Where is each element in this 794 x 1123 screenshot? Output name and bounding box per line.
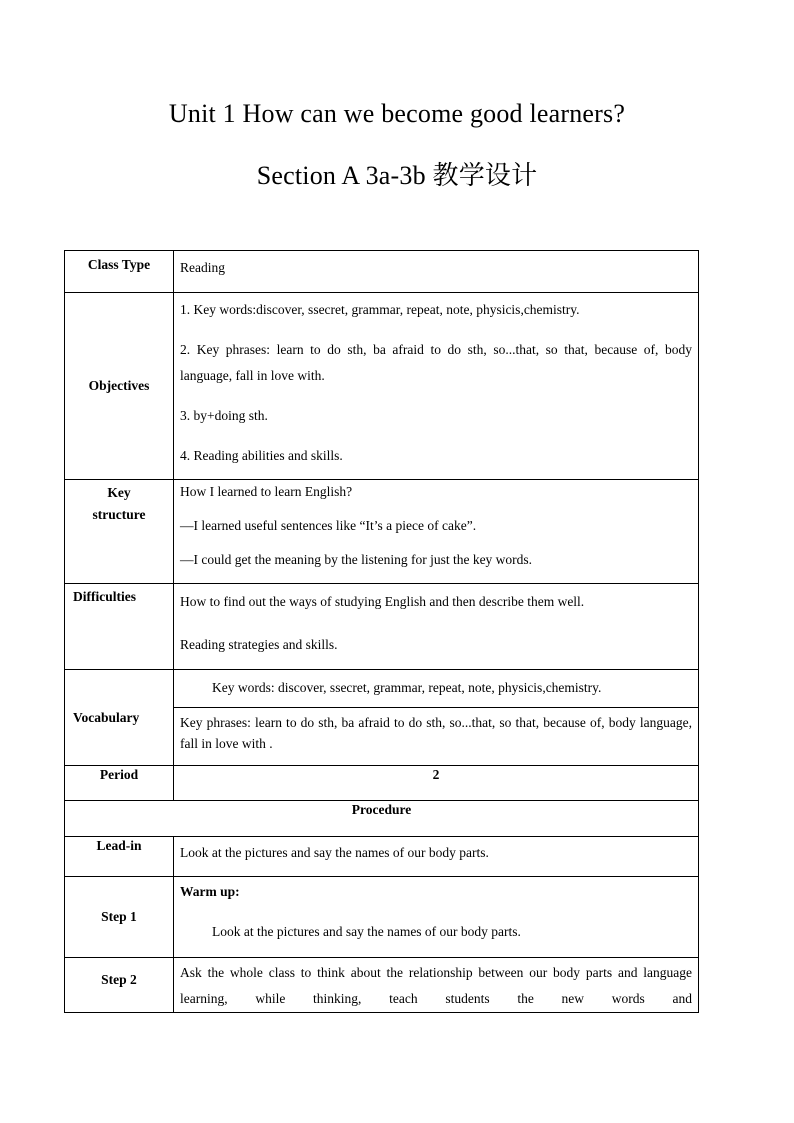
- lead-in-value-cell: [174, 837, 699, 877]
- vocabulary-key-phrases-cell: [174, 708, 699, 766]
- objective-item: 1. Key words:discover, ssecret, grammar, repeat, note, physicis,chemistry.: [180, 302, 580, 317]
- step2-label-cell: [65, 958, 174, 1013]
- lead-in-label-cell: [65, 837, 174, 877]
- lead-in-label: Lead-in: [96, 838, 142, 853]
- document-subtitle: Section A 3a-3b 教学设计: [256, 161, 538, 190]
- procedure-header-cell: [65, 801, 699, 837]
- period-label: Period: [99, 767, 139, 782]
- table-row: [65, 801, 699, 837]
- key-structure-item: —I learned useful sentences like “It’s a piece of cake”.: [180, 518, 477, 533]
- vocabulary-key-words-cell: [174, 670, 699, 708]
- document-title: Unit 1 How can we become good learners?: [168, 99, 626, 128]
- objectives-label: Objectives: [88, 378, 150, 393]
- key-structure-label: Key structure: [92, 485, 146, 522]
- objective-item: 4. Reading abilities and skills.: [180, 448, 343, 463]
- objective-item: 2. Key phrases: learn to do sth, ba afraid to do sth, so...that, so that, because of, body language, fall in love with.: [180, 342, 692, 383]
- table-row: [65, 837, 699, 877]
- period-value: 2: [432, 767, 440, 782]
- difficulties-value-cell: [174, 584, 699, 670]
- period-value-cell: [174, 766, 699, 801]
- table-row: [65, 766, 699, 801]
- objective-item: 3. by+doing sth.: [180, 408, 268, 423]
- table-row: [65, 251, 699, 293]
- vocabulary-label-cell: [65, 670, 174, 766]
- step2-value-cell: [174, 958, 699, 1013]
- difficulties-label: Difficulties: [73, 589, 136, 604]
- step2-label: Step 2: [101, 972, 137, 987]
- step2-text: Ask the whole class to think about the relationship between our body parts and language learning, while thinking, teach students the new words and: [180, 965, 692, 1006]
- period-label-cell: [65, 766, 174, 801]
- step1-text: Look at the pictures and say the names of our body parts.: [212, 924, 521, 939]
- class-type-label: Class Type: [87, 257, 151, 272]
- vocabulary-key-words: Key words: discover, ssecret, grammar, repeat, note, physicis,chemistry.: [212, 680, 602, 695]
- difficulties-label-cell: [65, 584, 174, 670]
- class-type-value-cell: [174, 251, 699, 293]
- difficulty-item: How to find out the ways of studying English and then describe them well.: [180, 594, 585, 609]
- class-type-label-cell: [65, 251, 174, 293]
- step1-heading: Warm up:: [180, 884, 240, 899]
- vocabulary-label: Vocabulary: [73, 709, 140, 725]
- objectives-value-cell: [174, 293, 699, 480]
- step1-label: Step 1: [101, 909, 137, 924]
- table-row: [65, 958, 699, 1013]
- step1-label-cell: [65, 877, 174, 958]
- vocabulary-key-phrases: Key phrases: learn to do sth, ba afraid to do sth, so...that, so that, because of, body language, fall in love with .: [180, 715, 692, 751]
- key-structure-item: —I could get the meaning by the listening for just the key words.: [180, 552, 533, 567]
- key-structure-item: How I learned to learn English?: [180, 484, 353, 499]
- table-row: [65, 877, 699, 958]
- table-row: [65, 293, 699, 480]
- table-row: [65, 584, 699, 670]
- lesson-plan-table: [64, 250, 699, 1013]
- lead-in-value: Look at the pictures and say the names of our body parts.: [180, 845, 489, 860]
- table-row: [65, 670, 699, 708]
- class-type-value: Reading: [180, 260, 225, 275]
- objectives-label-cell: [65, 293, 174, 480]
- key-structure-value-cell: [174, 480, 699, 584]
- procedure-header: Procedure: [351, 802, 412, 817]
- key-structure-label-cell: [65, 480, 174, 584]
- table-row: [65, 480, 699, 584]
- step1-value-cell: [174, 877, 699, 958]
- difficulty-item: Reading strategies and skills.: [180, 637, 338, 652]
